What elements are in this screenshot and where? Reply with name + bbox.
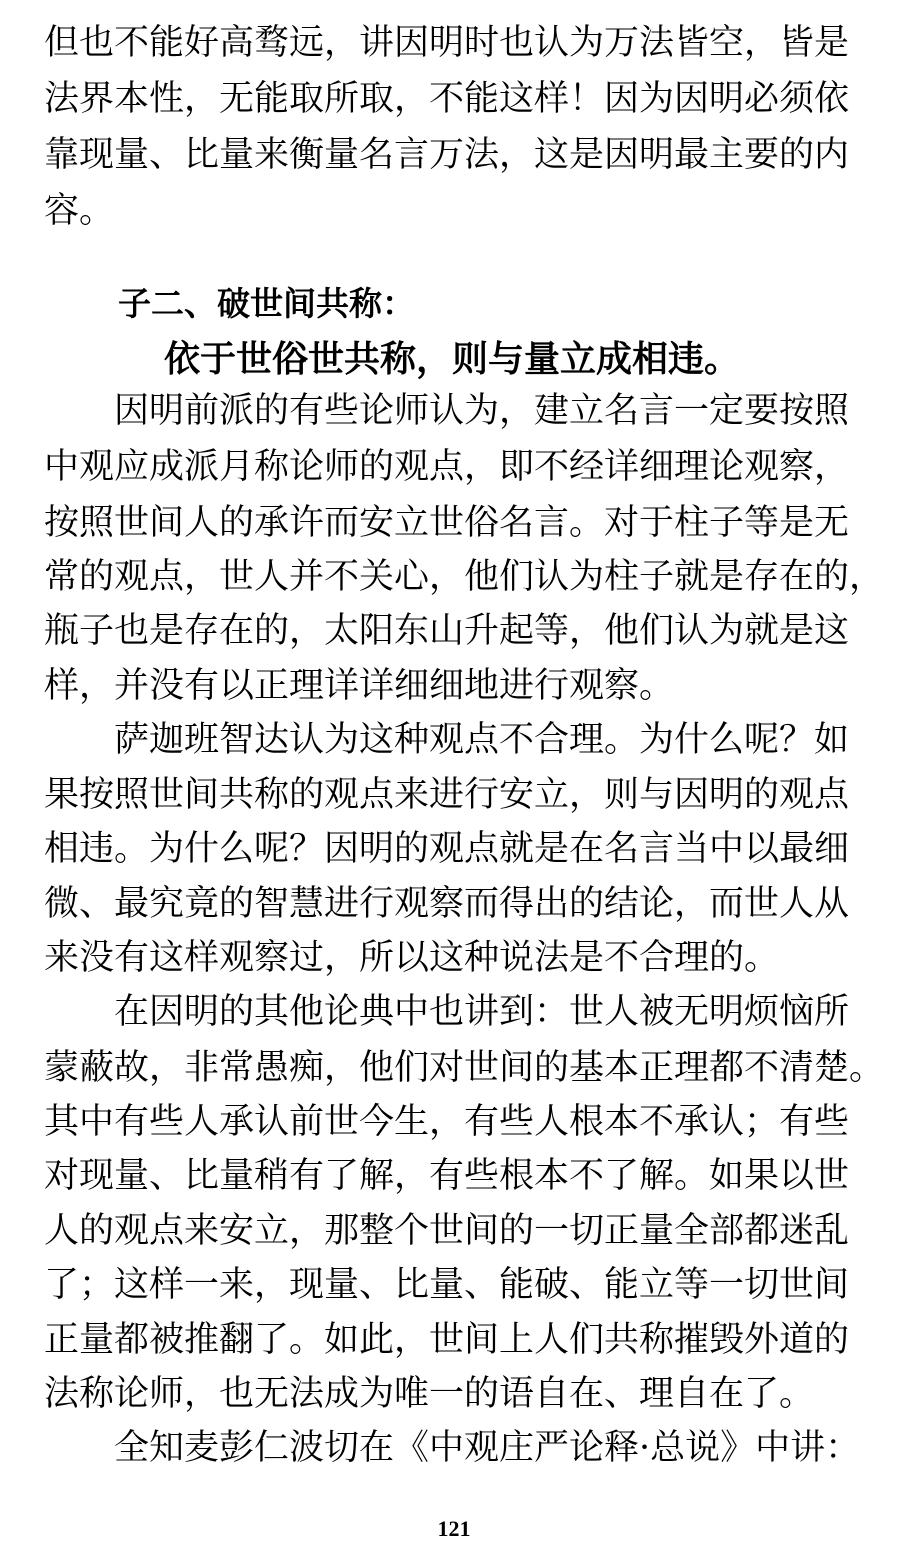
paragraph-3-line-3: 其中有些人承认前世今生，有些人根本不承认；有些	[44, 1102, 850, 1142]
paragraph-4-line-1: 全知麦彭仁波切在《中观庄严论释·总说》中讲：	[114, 1428, 861, 1468]
paragraph-2-line-4: 微、最究竟的智慧进行观察而得出的结论，而世人从	[44, 884, 850, 924]
paragraph-3-line-7: 正量都被推翻了。如此，世间上人们共称摧毁外道的	[44, 1320, 850, 1360]
paragraph-2-line-5: 来没有这样观察过，所以这种说法是不合理的。	[44, 938, 780, 978]
paragraph-2-line-2: 果按照世间共称的观点来进行安立，则与因明的观点	[44, 775, 850, 815]
paragraph-2-line-1: 萨迦班智达认为这种观点不合理。为什么呢？如	[114, 720, 850, 760]
intro-line-2: 法界本性，无能取所取，不能这样！因为因明必须依	[44, 79, 850, 119]
intro-line-4: 容。	[44, 191, 115, 231]
paragraph-3-line-1: 在因明的其他论典中也讲到：世人被无明烦恼所	[114, 992, 850, 1032]
intro-line-1: 但也不能好高骛远，讲因明时也认为万法皆空，皆是	[44, 23, 850, 63]
intro-line-3: 靠现量、比量来衡量名言万法，这是因明最主要的内	[44, 135, 850, 175]
paragraph-3-line-4: 对现量、比量稍有了解，有些根本不了解。如果以世	[44, 1156, 850, 1196]
paragraph-3-line-2: 蒙蔽故，非常愚痴，他们对世间的基本正理都不清楚。	[44, 1048, 885, 1088]
paragraph-1-line-2: 中观应成派月称论师的观点，即不经详细理论观察，	[44, 447, 850, 487]
paragraph-3-line-5: 人的观点来安立，那整个世间的一切正量全部都迷乱	[44, 1211, 850, 1251]
paragraph-2-line-3: 相违。为什么呢？因明的观点就是在名言当中以最细	[44, 829, 850, 869]
paragraph-3-line-8: 法称论师，也无法成为唯一的语自在、理自在了。	[44, 1374, 815, 1414]
paragraph-1-line-1: 因明前派的有些论师认为，建立名言一定要按照	[114, 391, 850, 431]
paragraph-1-line-3: 按照世间人的承许而安立世俗名言。对于柱子等是无	[44, 503, 850, 543]
paragraph-3-line-6: 了；这样一来，现量、比量、能破、能立等一切世间	[44, 1265, 850, 1305]
section-heading: 子二、破世间共称：	[118, 284, 415, 323]
paragraph-1-line-5: 瓶子也是存在的，太阳东山升起等，他们认为就是这	[44, 611, 850, 651]
paragraph-1-line-4: 常的观点，世人并不关心，他们认为柱子就是存在的，	[44, 557, 885, 597]
paragraph-1-line-6: 样，并没有以正理详详细细地进行观察。	[44, 666, 675, 706]
root-verse: 依于世俗世共称，则与量立成相违。	[164, 339, 741, 380]
page-number: 121	[437, 1516, 471, 1541]
